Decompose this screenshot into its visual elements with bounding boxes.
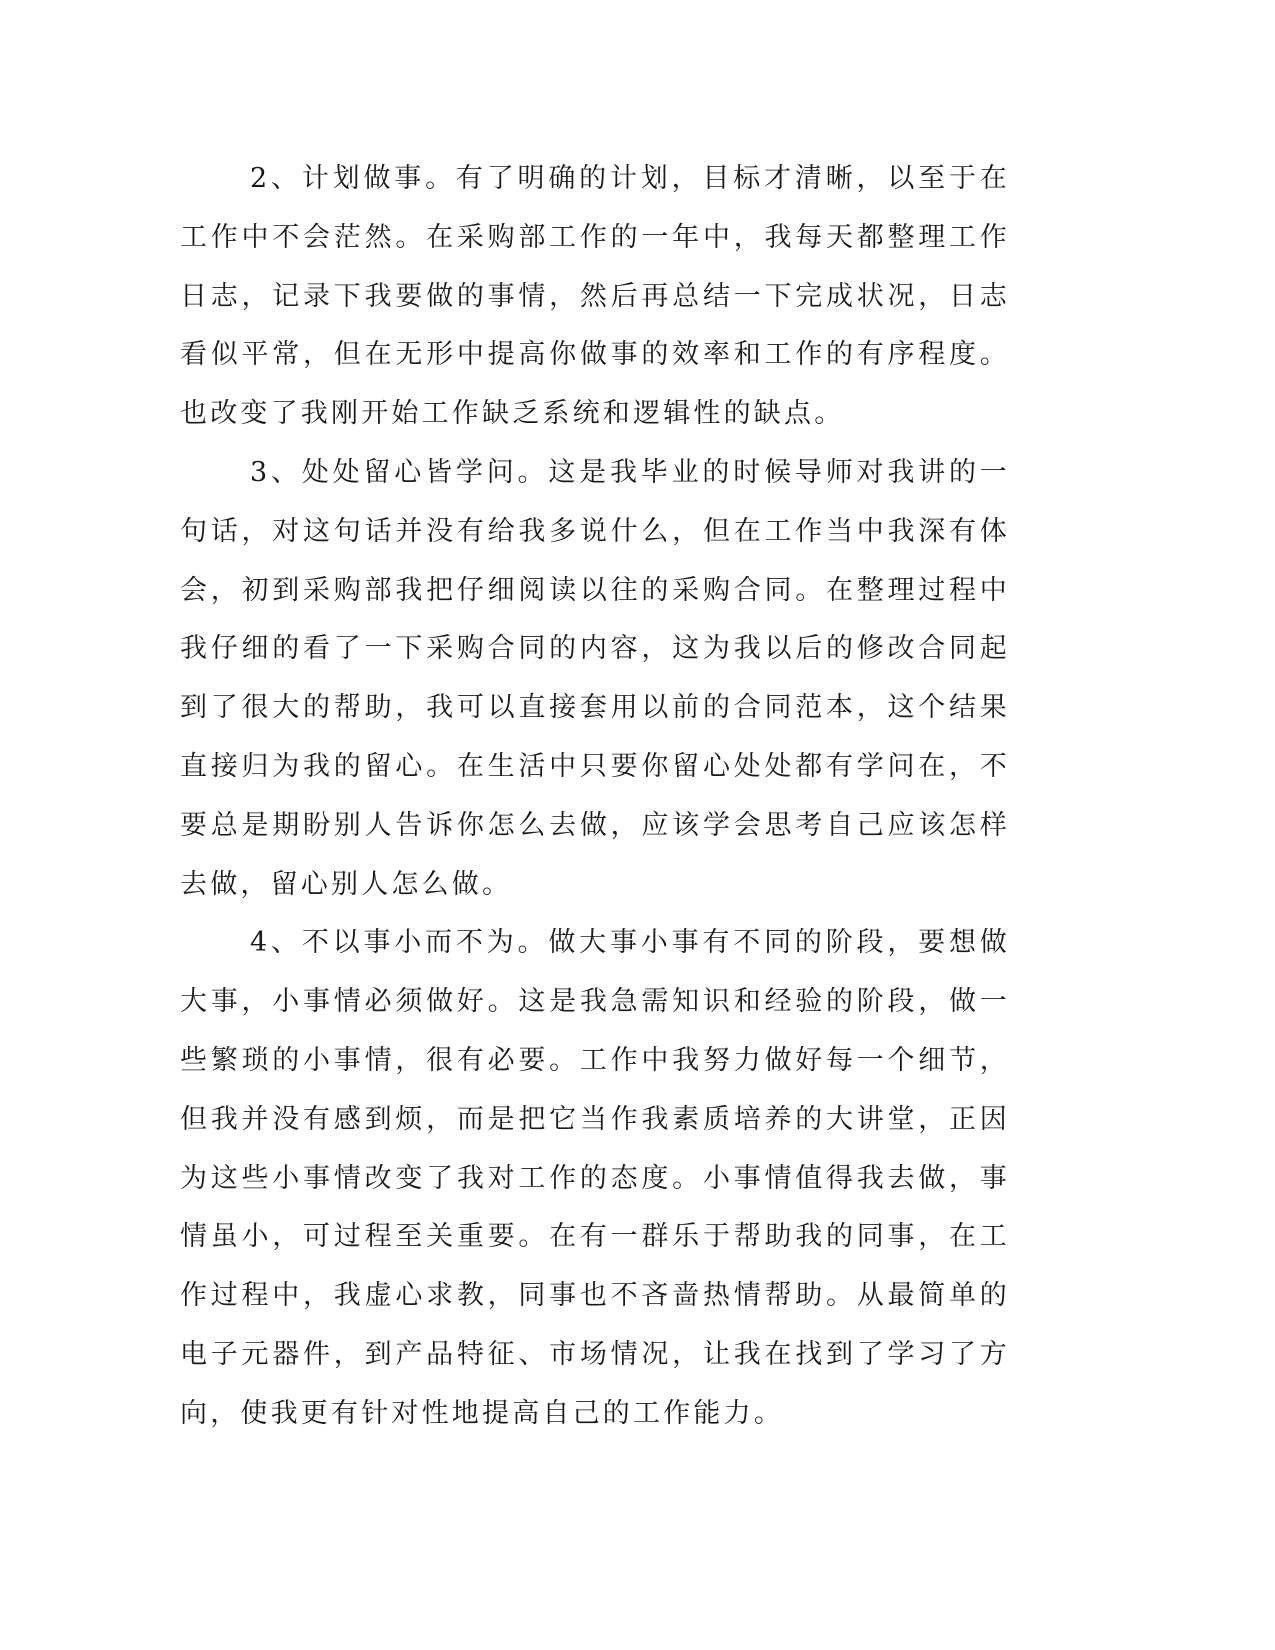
paragraph-attention-learning: 3、处处留心皆学问。这是我毕业的时候导师对我讲的一句话，对这句话并没有给我多说什么，但在工作当中我深有体会，初到采购部我把仔细阅读以往的采购合同。在整理过程中我仔细的看了一下采购合同的内容，这为我以后的修改合同起到了很大的帮助，我可以直接套用以前的合同范本，这个结果直接归为我的留心。在生活中只要你留心处处都有学问在，不要总是期盼别人告诉你怎么去做，应该学会思考自己应该怎样去做，留心别人怎么做。 xyxy=(180,456,1010,900)
paragraph-small-things: 4、不以事小而不为。做大事小事有不同的阶段，要想做大事，小事情必须做好。这是我急需知识和经验的阶段，做一些繁琐的小事情，很有必要。工作中我努力做好每一个细节，但我并没有感到烦，而是把它当作我素质培养的大讲堂，正因为这些小事情改变了我对工作的态度。小事情值得我去做，事情虽小，可过程至关重要。在有一群乐于帮助我的同事，在工作过程中，我虚心求教，同事也不吝啬热情帮助。从最简单的电子元器件，到产品特征、市场情况，让我在找到了学习了方向，使我更有针对性地提高自己的工作能力。 xyxy=(180,927,1010,1429)
paragraph-plan-work: 2、计划做事。有了明确的计划，目标才清晰，以至于在工作中不会茫然。在采购部工作的一年中，我每天都整理工作日志，记录下我要做的事情，然后再总结一下完成状况，日志看似平常，但在无形中提高你做事的效率和工作的有序程度。也改变了我刚开始工作缺乏系统和逻辑性的缺点。 xyxy=(180,163,1010,430)
document-page xyxy=(180,150,1010,1444)
